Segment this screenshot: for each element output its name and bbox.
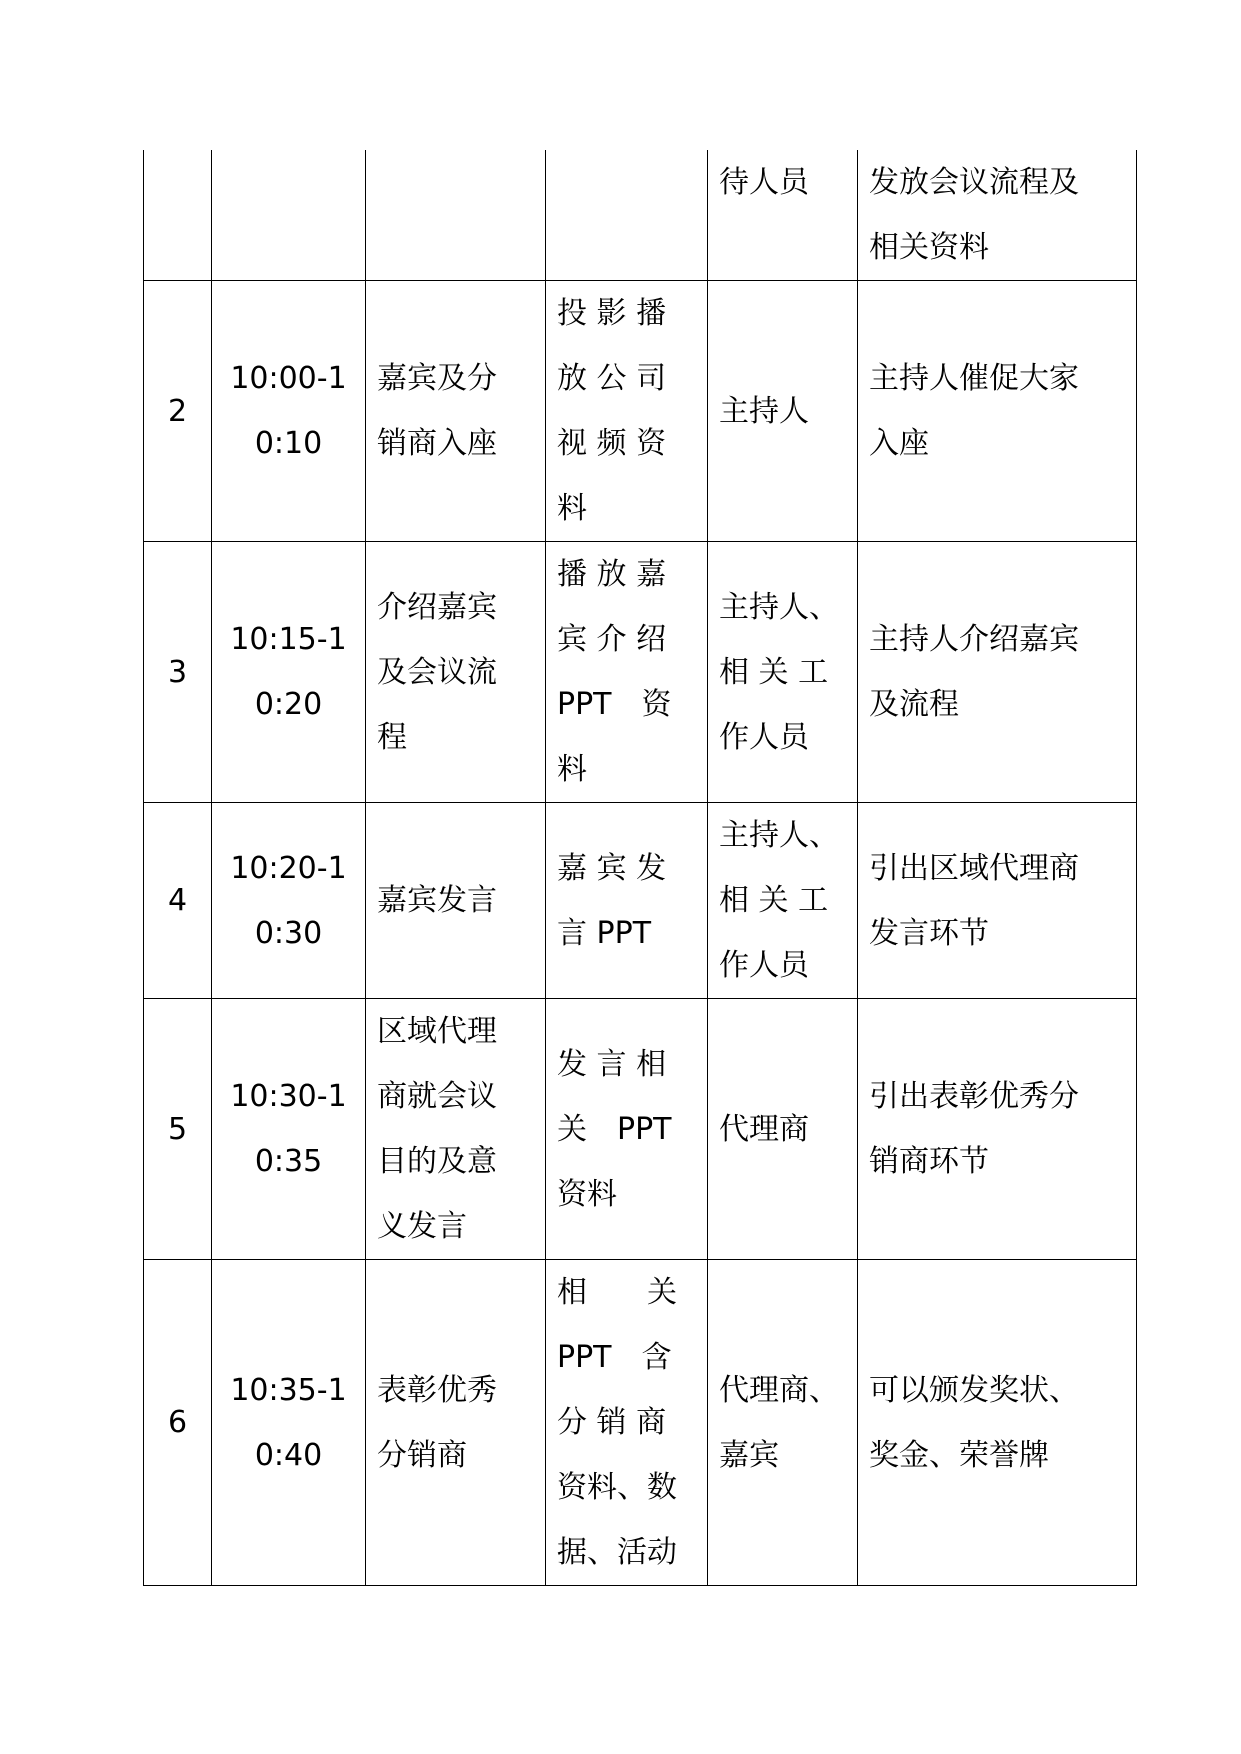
cell-person: 待人员	[708, 150, 858, 281]
cell-person: 代理商	[708, 999, 858, 1260]
cell-no	[144, 150, 212, 281]
cell-item: 介绍嘉宾 及会议流 程	[366, 542, 546, 803]
cell-time: 10:00-1 0:10	[212, 281, 366, 542]
cell-material	[546, 150, 708, 281]
cell-material: 相 关 PPT 含 分 销 商 资料、数 据、活动	[546, 1260, 708, 1586]
cell-no: 6	[144, 1260, 212, 1586]
cell-time	[212, 150, 366, 281]
table-row-continued	[144, 150, 1137, 281]
cell-material: 嘉 宾 发 言 PPT	[546, 803, 708, 999]
cell-no: 4	[144, 803, 212, 999]
agenda-table	[143, 150, 1137, 1586]
cell-person: 主持人	[708, 281, 858, 542]
cell-time: 10:20-1 0:30	[212, 803, 366, 999]
table-row	[144, 803, 1137, 999]
table-row	[144, 999, 1137, 1260]
cell-time: 10:15-1 0:20	[212, 542, 366, 803]
table-row	[144, 281, 1137, 542]
cell-note: 主持人催促大家 入座	[858, 281, 1137, 542]
cell-note: 引出表彰优秀分 销商环节	[858, 999, 1137, 1260]
cell-person: 主持人、 相 关 工 作人员	[708, 803, 858, 999]
cell-material: 投 影 播 放 公 司 视 频 资 料	[546, 281, 708, 542]
cell-time: 10:30-1 0:35	[212, 999, 366, 1260]
cell-item	[366, 150, 546, 281]
cell-material: 发 言 相 关 PPT 资料	[546, 999, 708, 1260]
cell-person: 主持人、 相 关 工 作人员	[708, 542, 858, 803]
cell-no: 3	[144, 542, 212, 803]
cell-material: 播 放 嘉 宾 介 绍 PPT 资 料	[546, 542, 708, 803]
table-row	[144, 1260, 1137, 1586]
cell-note: 可以颁发奖状、 奖金、荣誉牌	[858, 1260, 1137, 1586]
cell-time: 10:35-1 0:40	[212, 1260, 366, 1586]
cell-note: 主持人介绍嘉宾 及流程	[858, 542, 1137, 803]
cell-note: 发放会议流程及 相关资料	[858, 150, 1137, 281]
cell-item: 嘉宾发言	[366, 803, 546, 999]
cell-no: 5	[144, 999, 212, 1260]
table-row	[144, 542, 1137, 803]
cell-item: 嘉宾及分 销商入座	[366, 281, 546, 542]
cell-item: 区域代理 商就会议 目的及意 义发言	[366, 999, 546, 1260]
cell-person: 代理商、 嘉宾	[708, 1260, 858, 1586]
cell-no: 2	[144, 281, 212, 542]
cell-note: 引出区域代理商 发言环节	[858, 803, 1137, 999]
cell-item: 表彰优秀 分销商	[366, 1260, 546, 1586]
